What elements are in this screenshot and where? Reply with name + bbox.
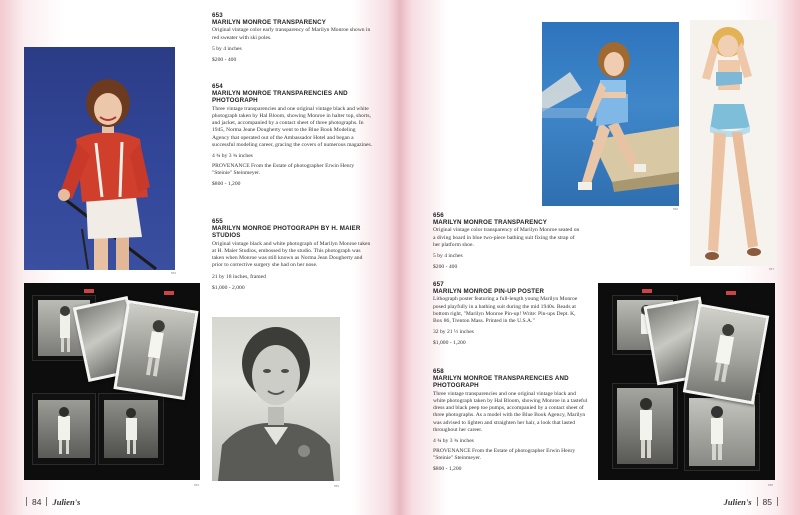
lot-estimate: $1,000 - 2,000 [212, 284, 245, 291]
photo-pinup-poster [690, 20, 776, 266]
lot-number: 656 [433, 212, 444, 219]
right-footer [724, 497, 778, 507]
photo-label-656: 656 [673, 207, 679, 211]
footer-rule [26, 497, 27, 506]
photo-diving-board [542, 22, 679, 206]
lot-number: 658 [433, 368, 444, 375]
lot-size: 5 by 4 inches [433, 253, 463, 260]
lot-653 [212, 12, 372, 64]
footer-rule [46, 497, 47, 506]
photo-label-657: 657 [769, 267, 775, 271]
lot-estimate: $1,000 - 1,200 [433, 340, 466, 347]
lot-number: 653 [212, 12, 223, 19]
photo-red-sweater-figure [24, 47, 175, 270]
photo-negatives-contact-sheet [598, 283, 775, 480]
frame-tag [84, 289, 94, 293]
lot-description: Three vintage transparencies and one original vintage black and white photograph taken by Hal Bloom, showing Monroe in a tasteful dress and black peep toe pumps, accompanied by a contact sheet of three photographs. As a model with the Blue Book Agency, Marilyn was advised to lighten and straighten her hair, a look that lasted throughout her career. [433, 390, 588, 433]
lot-description: Three vintage transparencies and one original vintage black and white photograph taken by Hal Bloom, showing Monroe in halter top, shorts, and jacket, accompanied by a contact sheet of three photographs. In 1945, Norma Jeane Dougherty went to the Blue Book Modeling Agency that operated out of the Ambassador Hotel and began a successful modeling career, gracing the covers of numerous magazines. [212, 105, 373, 148]
negative-frame [98, 393, 164, 465]
footer-rule [777, 497, 778, 506]
lot-657 [433, 281, 583, 347]
lot-658 [433, 368, 588, 473]
lot-number: 655 [212, 218, 223, 225]
lot-655 [212, 218, 374, 292]
lot-title: MARILYN MONROE PHOTOGRAPH BY H. MAIER STUDIOS [212, 225, 361, 240]
footer-rule [757, 497, 758, 506]
photo-bw-portrait [212, 317, 340, 481]
transparency-print [683, 303, 770, 404]
photo-label-654: 654 [194, 483, 200, 487]
lot-estimate: $200 - 400 [212, 56, 237, 63]
left-footer [26, 497, 80, 507]
transparency-print [113, 300, 198, 400]
lot-provenance: PROVENANCE From the Estate of photographer Erwin Henry "Steinie" Steinmeyer. [433, 448, 576, 462]
photo-diving-board-figure [542, 22, 679, 206]
lot-number: 657 [433, 281, 444, 288]
lot-description: Original vintage color transparency of Marilyn Monroe seated on a diving board in blue two-piece bathing suit fixing the strap of her platform shoe. [433, 227, 580, 248]
lot-size: 4 ¾ by 3 ¾ inches [212, 153, 253, 160]
brand-logo: Julien's [723, 497, 752, 507]
lot-estimate: $800 - 1,200 [212, 181, 241, 188]
lot-description: Lithograph poster featuring a full-length young Marilyn Monroe posed playfully in a bathing suit during the mid 1940s. Reads at bottom right, "Marilyn Monroe Pin-up! Write: Pin-ups Dept. K, Box 86, Trenton Mass. Printed in the U.S.A." [433, 296, 578, 325]
lot-size: 4 ¾ by 3 ¾ inches [433, 438, 474, 445]
lot-size: 32 by 21 ½ inches [433, 329, 474, 336]
lot-estimate: $800 - 1,200 [433, 466, 462, 473]
frame-tag [642, 289, 652, 293]
negative-frame [684, 393, 760, 471]
lot-provenance: PROVENANCE From the Estate of photographer Erwin Henry "Steinie" Steinmeyer. [212, 163, 355, 177]
photo-pinup-poster-figure [690, 20, 776, 266]
lot-estimate: $200 - 400 [433, 264, 458, 271]
lot-title: MARILYN MONROE TRANSPARENCY [433, 219, 548, 226]
lot-654 [212, 83, 374, 188]
lot-title: MARILYN MONROE PIN-UP POSTER [433, 288, 545, 295]
photo-negatives-contact-sheet [24, 283, 200, 480]
negative-frame [612, 383, 678, 469]
lot-size: 21 by 18 inches, framed [212, 273, 266, 280]
lot-description: Original vintage color early transparency of Marilyn Monroe shown in red sweater with ski poles. [212, 27, 371, 41]
photo-label-655: 655 [334, 484, 340, 488]
lot-656 [433, 212, 583, 271]
lot-description: Original vintage black and white photograph of Marilyn Monroe taken at H. Maier Studios, embossed by the studio. This photograph was taken when Monroe was still known as Norma Jean Dougherty and prior to corrective surgery she had on her nose. [212, 240, 371, 269]
page-number: 85 [762, 497, 772, 507]
lot-title: MARILYN MONROE TRANSPARENCY [212, 19, 327, 26]
photo-label-658: 658 [768, 483, 774, 487]
frame-tag [164, 291, 174, 295]
lot-title: MARILYN MONROE TRANSPARENCIES AND PHOTOGRAPH [433, 375, 569, 390]
page-number: 84 [32, 497, 42, 507]
photo-bw-portrait-figure [212, 317, 340, 481]
lot-number: 654 [212, 83, 223, 90]
frame-tag [726, 291, 736, 295]
lot-size: 5 by 4 inches [212, 45, 242, 52]
photo-red-sweater [24, 47, 175, 270]
brand-logo: Julien's [52, 497, 81, 507]
negative-frame [32, 393, 96, 465]
photo-label-653: 653 [171, 271, 177, 275]
lot-title: MARILYN MONROE TRANSPARENCIES AND PHOTOGRAPH [212, 90, 348, 105]
